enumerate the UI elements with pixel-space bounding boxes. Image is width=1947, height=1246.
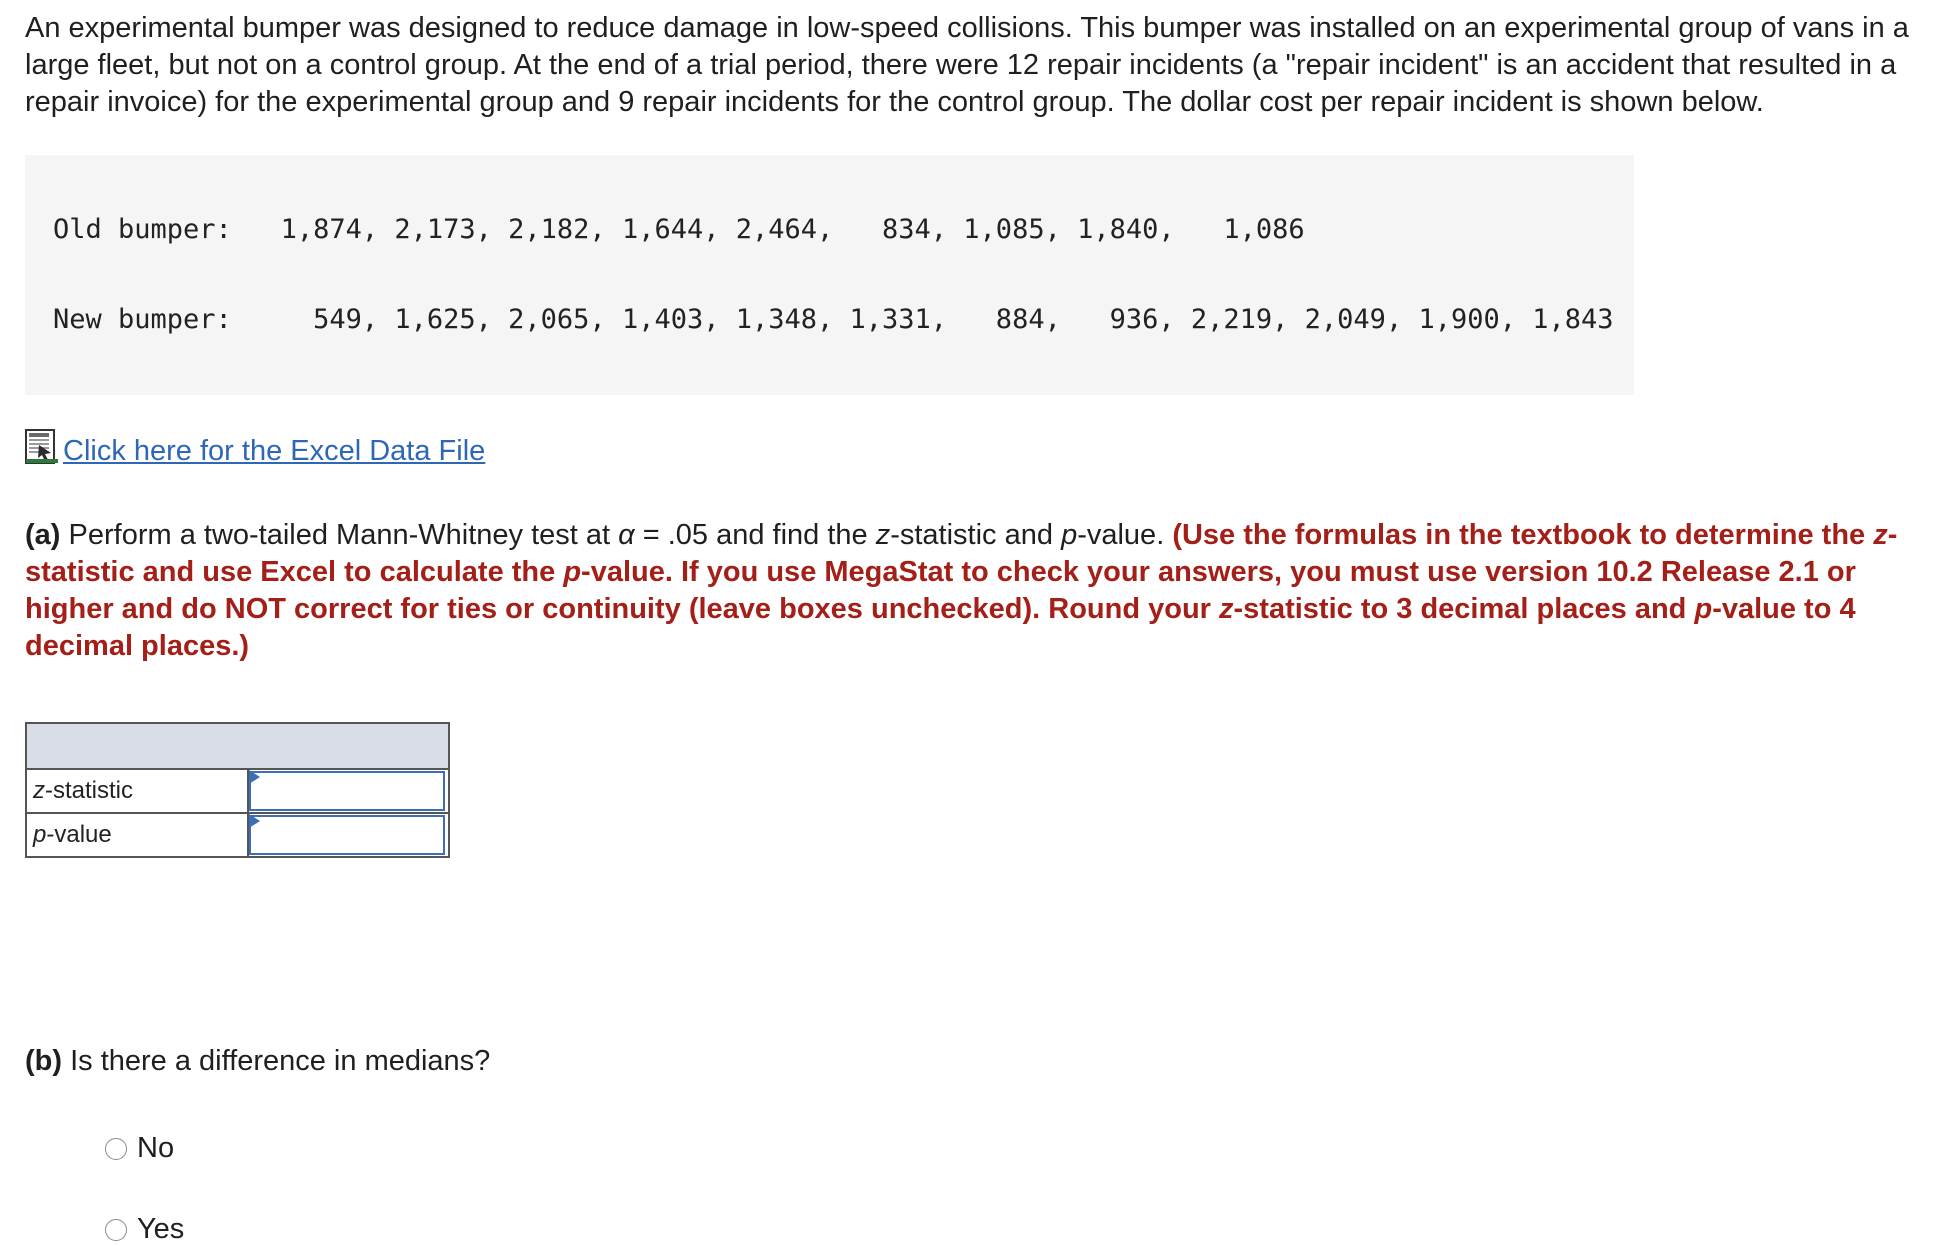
z-label-italic: z: [33, 777, 45, 804]
option-no[interactable]: [105, 1132, 1925, 1165]
instr-text-3: -value. If you use MegaStat to check your answers, you must use version 10.2 Release 2.1 or higher and do NOT correct for ties or continuity (leave boxes unchecked). Round your: [25, 556, 1856, 625]
p-label-italic: p: [33, 821, 47, 848]
old-bumper-row: Old bumper: 1,874, 2,173, 2,182, 1,644, 2,464, 834, 1,085, 1,840, 1,086: [53, 214, 1305, 245]
z-label-rest: -statistic: [45, 777, 134, 804]
option-no-label: No: [137, 1132, 175, 1164]
radio-yes[interactable]: [105, 1219, 127, 1241]
instr-p2: p: [1694, 593, 1713, 625]
p-label-rest: -value: [46, 821, 112, 848]
answer-table: [25, 722, 450, 858]
table-row: [26, 813, 449, 857]
p-value-cell: [248, 813, 449, 857]
p-value-label: [26, 813, 248, 857]
z-statistic-cell: [248, 769, 449, 813]
instr-text-5: -value to 4 decimal places.): [25, 593, 1856, 662]
input-marker-icon: [249, 814, 260, 828]
part-b-question: [25, 1043, 1925, 1080]
part-b-label: (b): [25, 1045, 63, 1077]
data-block: [25, 155, 1634, 395]
part-a-question: [25, 517, 1920, 665]
input-marker-icon: [249, 770, 260, 784]
excel-link-text[interactable]: Click here for the Excel Data File: [63, 435, 486, 467]
part-a-text-2: = .05 and find the: [634, 519, 876, 551]
part-a-label: (a): [25, 519, 61, 551]
part-a-text-4: -value.: [1077, 519, 1173, 551]
part-a-text-3: -statistic and: [890, 519, 1062, 551]
instr-text-2: -statistic and use Excel to calculate the: [25, 519, 1898, 588]
instr-text-4: -statistic to 3 decimal places and: [1233, 593, 1695, 625]
p-value-input[interactable]: [249, 815, 445, 855]
z-statistic-label: [26, 769, 248, 813]
part-a-text: Perform a two-tailed Mann-Whitney test at: [60, 519, 619, 551]
table-row: [26, 769, 449, 813]
radio-no[interactable]: [105, 1138, 127, 1160]
problem-intro: An experimental bumper was designed to reduce damage in low-speed collisions. This bumper was installed on an experimental group of vans in a large fleet, but not on a control group. At the end of a trial period, there were 12 repair incidents (a "repair incident" is an accident that resulted in a repair invoice) for the experimental group and 9 repair incidents for the control group. The dollar cost per repair incident is shown below.: [25, 12, 1909, 118]
instr-text-1: (Use the formulas in the textbook to determine the: [1172, 519, 1874, 551]
instr-z: z: [1873, 519, 1888, 551]
option-yes-label: Yes: [137, 1213, 185, 1245]
table-header: [26, 723, 449, 769]
part-b-text: Is there a difference in medians?: [62, 1045, 491, 1077]
instr-z2: z: [1219, 593, 1234, 625]
option-yes[interactable]: [105, 1213, 1925, 1246]
z-italic: z: [875, 519, 891, 551]
z-statistic-input[interactable]: [249, 771, 445, 811]
alpha-symbol: α: [618, 519, 635, 551]
excel-file-icon[interactable]: [25, 429, 59, 467]
new-bumper-row: New bumper: 549, 1,625, 2,065, 1,403, 1,348, 1,331, 884, 936, 2,219, 2,049, 1,900, 1,843: [53, 304, 1614, 335]
p-italic: p: [1061, 519, 1078, 551]
question-container: [25, 10, 1925, 1246]
instr-p: p: [563, 556, 582, 588]
excel-data-link[interactable]: [25, 425, 1925, 467]
table-header-row: [26, 723, 449, 769]
